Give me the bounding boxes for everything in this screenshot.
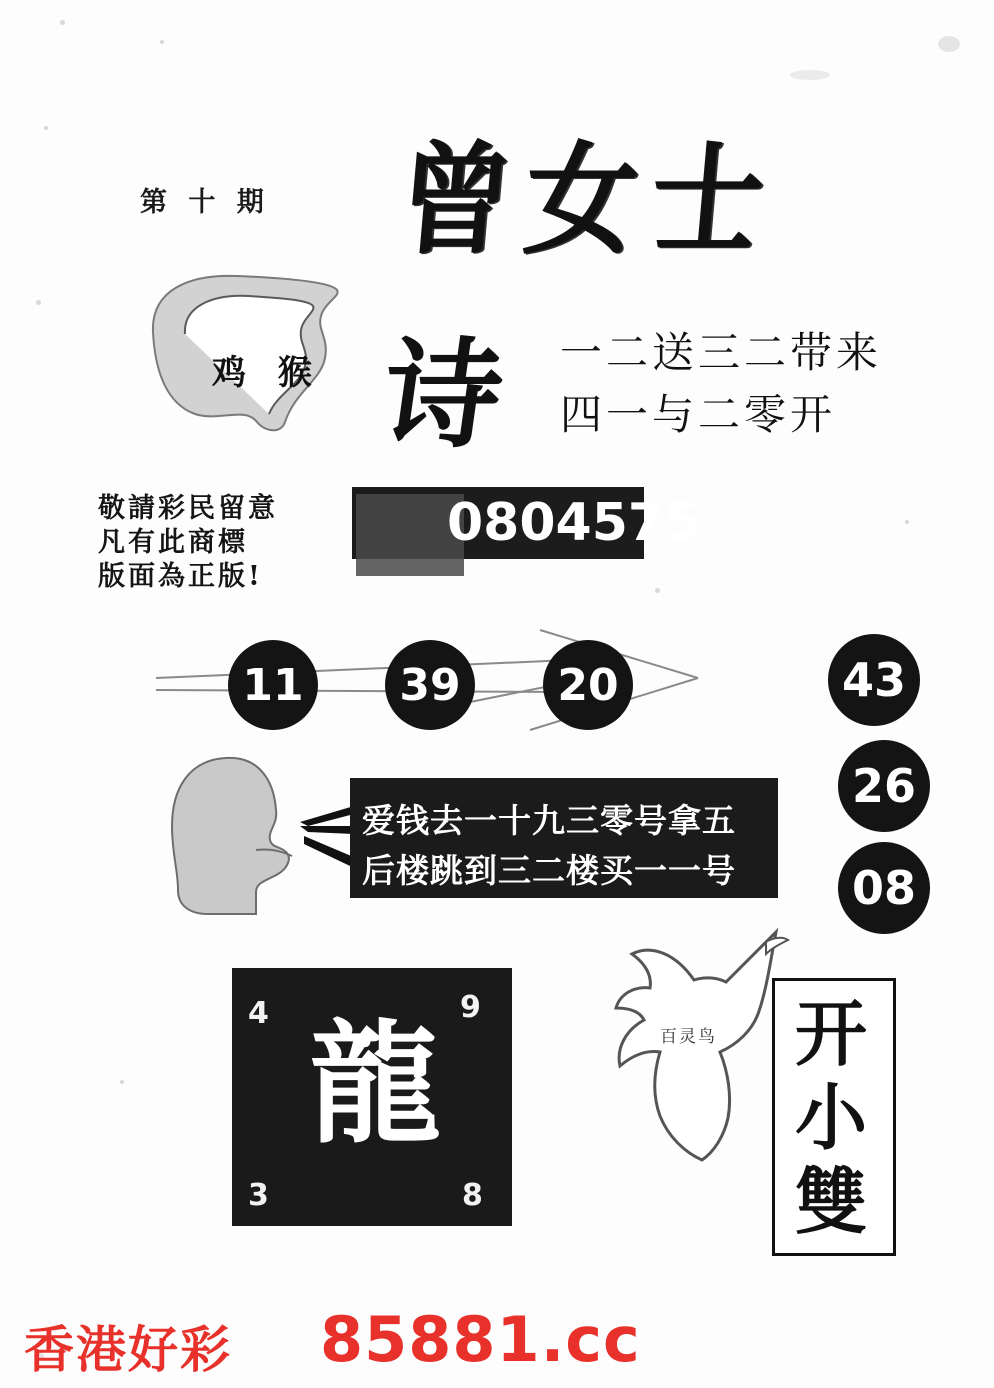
plate-corner-bottom-right: 8: [462, 1178, 483, 1213]
number-ball-side[interactable]: 26: [838, 740, 930, 832]
notice-line-2: 凡有此商標: [98, 527, 248, 558]
poem-line-1: 一二送三二带来: [560, 328, 883, 377]
zodiac-animals: 鸡 猴: [212, 353, 322, 393]
number-ball-main[interactable]: 20: [543, 640, 633, 730]
number-ball-main[interactable]: 11: [228, 640, 318, 730]
plate-corner-top-right: 9: [460, 990, 481, 1025]
paper-speck: [120, 1080, 124, 1084]
paper-speck: [905, 520, 909, 524]
paper-speck: [790, 70, 830, 80]
paper-speck: [36, 300, 41, 305]
paper-speck: [44, 126, 48, 130]
authenticity-notice: [98, 492, 278, 594]
poem-line-2: 四一与二零开: [560, 390, 837, 439]
stamp-number: 0804575: [447, 493, 701, 553]
paper-speck: [655, 588, 660, 593]
footer-url[interactable]: 85881.cc: [320, 1303, 641, 1376]
bird-label: 百灵鸟: [660, 1027, 717, 1047]
paper-speck: [60, 20, 65, 25]
dragon-character: 龍: [309, 1007, 441, 1162]
page-title: 曾女士: [392, 129, 784, 271]
notice-line-1: 敬請彩民留意: [98, 493, 278, 524]
vertical-text-value: 开 小 雙: [794, 991, 867, 1244]
plate-corner-top-left: 4: [248, 996, 269, 1031]
footer-site-name: 香港好彩: [24, 1320, 232, 1379]
plate-corner-bottom-left: 3: [248, 1178, 269, 1213]
paper-speck: [160, 40, 164, 44]
paper-speck: [938, 36, 960, 52]
notice-line-3: 版面為正版!: [98, 561, 263, 592]
issue-label: 第 十 期: [140, 187, 270, 218]
speech-line-2: 后楼跳到三二楼买一一号: [362, 851, 736, 890]
poem-lines: [560, 322, 882, 446]
vertical-text: [780, 992, 882, 1244]
poem-character: 诗: [373, 325, 512, 464]
number-ball-side[interactable]: 43: [828, 634, 920, 726]
number-ball-side[interactable]: 08: [838, 842, 930, 934]
number-ball-main[interactable]: 39: [385, 640, 475, 730]
speech-line-1: 爱钱去一十九三零号拿五: [362, 801, 736, 840]
